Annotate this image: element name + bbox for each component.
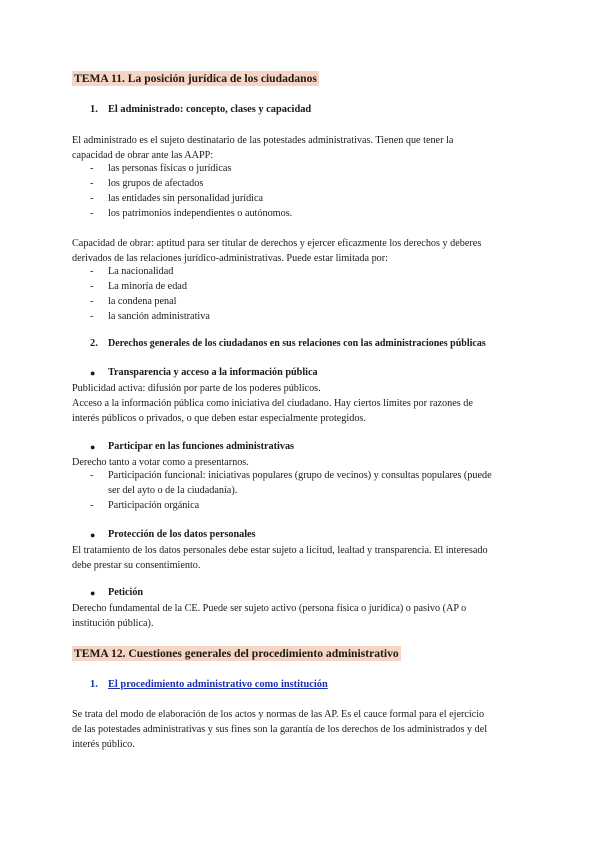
intro-line-1: El administrado es el sujeto destinatario de las potestades administrativas. Tienen que tener la (72, 135, 454, 146)
procedimiento-paragraph: Se trata del modo de elaboración de los actos y normas de las AP. Es el cauce formal para el ejercicio de las potestades administrativas y sus fines son la garantía de los derechos de los administrados y del interés público. (72, 709, 488, 750)
tema-11-title: TEMA 11. La posición jurídica de los ciudadanos (74, 72, 317, 85)
section-1-number: 1. (90, 104, 98, 115)
participar-line: Derecho tanto a votar como a presentarnos. (72, 457, 249, 468)
bullet-icon: ● (90, 588, 96, 598)
intro-paragraph (72, 133, 524, 163)
section-2-number: 2. (90, 338, 98, 349)
capacidad-line-1: Capacidad de obrar: aptitud para ser titular de derechos y ejercer eficazmente los derechos y deberes (72, 238, 482, 249)
transparencia-heading: Transparencia y acceso a la información pública (108, 367, 318, 378)
participar-heading: Participar en las funciones administrativas (108, 441, 295, 452)
document-page: TEMA 11. La posición jurídica de los ciudadanos 1. El administrado: concepto, clases y capacidad El administrado es el sujeto destinatario de las potestades administrativas. Tienen que tener la capacidad de obrar ante las AAPP: - las personas físicas o jurídicas - los grupos de afectados - las entidades sin personalidad jurídica - los patrimonios independientes o autónomos. Capacidad de obrar: aptitud para ser titular de derechos y ejercer eficazmente los derechos y deberes derivados de las relaciones jurídico-administrativas. Puede estar limitada por: - La nacionalidad - La minoría de edad - la condena penal - la sanción administrativa 2. Derechos generales de los ciudadanos en sus relaciones con las administraciones públicas ● Transparencia y acceso a la información pública Publicidad activa: difusión por parte de los poderes públicos. Acceso a la información pública como iniciativa del ciudadano. Hay ciertos límites por razones de interés públicos o privados, o que deben estar especialmente protegidos. ● Participar en las funciones administrativas Derecho tanto a votar como a presentarnos. - Participación funcional: iniciativas populares (grupo de vecinos) y consultas populares (puede ser del ayto o de la ciudadanía). - Participación orgánica ● Protección de los datos personales El tratamiento de los datos personales debe estar sujeto a licitud, lealtad y transparencia. El interesado debe prestar su consentimiento. ● Petición Derecho fundamental de la CE. Puede ser sujeto activo (persona física o jurídica) o pasivo (AP o institución pública). TEMA 12. Cuestiones generales del procedimiento administrativo 1. El procedimiento administrativo como institución Se trata del modo de elaboración de los actos y normas de las AP. Es el cauce formal para el ejercicio de las potestades administrativas y sus fines son la garantía de los derechos de los administrados y del interés público. (0, 0, 600, 848)
proteccion-paragraph: El tratamiento de los datos personales debe estar sujeto a licitud, lealtad y transparencia. El interesado debe prestar su consentimiento. (72, 545, 488, 571)
capacidad-paragraph (72, 236, 524, 266)
transparencia-paragraph: Publicidad activa: difusión por parte de los poderes públicos. Acceso a la información pública como iniciativa del ciudadano. Hay ciertos límites por razones de interés públicos o privados, o que deben estar especialmente protegidos. (72, 383, 473, 424)
bullet-icon: ● (90, 368, 96, 378)
section-1-heading: El administrado: concepto, clases y capacidad (108, 104, 312, 115)
list-item: la sanción administrativa (108, 311, 210, 322)
bullet-icon: ● (90, 442, 96, 452)
bullet-icon: ● (90, 530, 96, 540)
intro-line-2: capacidad de obrar ante las AAPP: (72, 150, 214, 161)
list-item: La minoría de edad (108, 281, 187, 292)
list-item: los grupos de afectados (108, 178, 204, 189)
tema-12-title: TEMA 12. Cuestiones generales del procedimiento administrativo (74, 647, 399, 660)
tema12-section-1-heading[interactable]: El procedimiento administrativo como institución (108, 679, 328, 690)
capacidad-line-2: derivados de las relaciones jurídico-administrativas. Puede estar limitada por: (72, 253, 388, 264)
tema12-section-1-number: 1. (90, 679, 98, 690)
list-item-continuation: ser del ayto o de la ciudadanía). (108, 485, 238, 496)
list-item: la condena penal (108, 296, 177, 307)
peticion-heading: Petición (108, 587, 144, 598)
proteccion-heading: Protección de los datos personales (108, 529, 256, 540)
peticion-paragraph: Derecho fundamental de la CE. Puede ser sujeto activo (persona física o jurídica) o pasivo (AP o institución pública). (72, 603, 467, 629)
list-item: los patrimonios independientes o autónomos. (108, 208, 293, 219)
list-item: Participación funcional: iniciativas populares (grupo de vecinos) y consultas populares (puede (108, 470, 492, 481)
list-item: Participación orgánica (108, 500, 200, 511)
list-item: las entidades sin personalidad jurídica (108, 193, 264, 204)
list-item: las personas físicas o jurídicas (108, 163, 232, 174)
section-2-heading: Derechos generales de los ciudadanos en sus relaciones con las administraciones públicas (108, 338, 486, 349)
list-item: La nacionalidad (108, 266, 174, 277)
